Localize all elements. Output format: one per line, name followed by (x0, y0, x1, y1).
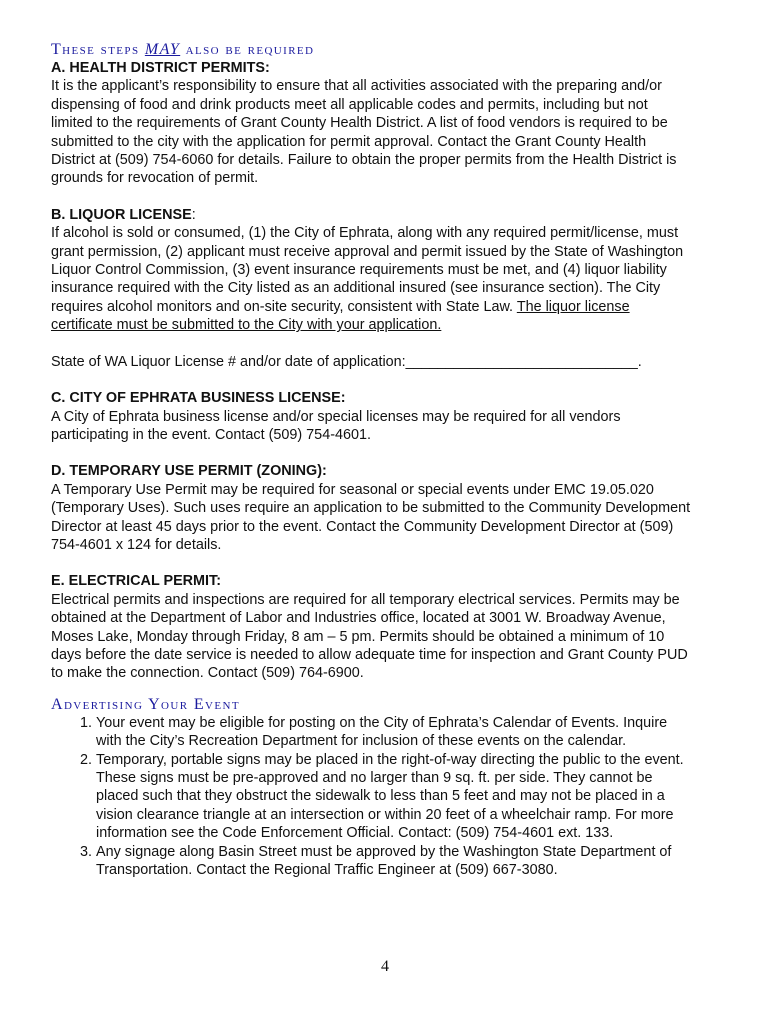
advertising-heading: Advertising Your Event (51, 695, 240, 713)
section-b-body (51, 224, 691, 334)
section-b-colon: : (191, 206, 196, 223)
section-b-body-text: If alcohol is sold or consumed, (1) the City of Ephrata, along with any required permit/license, must grant permission, (2) applicant must receive approval and permit issued by the State of Washington Liquor Control Commission, (3) event insurance requirements must be met, and (4) liquor liability insurance required with the City listed as an additional insured (see insurance section). The City requires alcohol monitors and on-site security, consistent with State Law. (51, 225, 684, 315)
page-number: 4 (381, 958, 389, 975)
steps-heading-may: MAY (144, 41, 181, 58)
steps-heading-post: also be required (180, 41, 315, 58)
section-c-title: C. CITY OF EPHRATA BUSINESS LICENSE: (51, 390, 346, 407)
advertising-list (51, 714, 691, 880)
section-b-underlined: The liquor license certificate must be submitted to the City with your application. (51, 298, 630, 334)
section-c-body: A City of Ephrata business license and/or special licenses may be required for all vendors participating in the event. Contact (509) 754-4601. (51, 408, 621, 443)
section-a-title: A. HEALTH DISTRICT PERMITS: (51, 60, 270, 76)
list-item: 3. Any signage along Basin Street must be approved by the Washington State Department of Transportation. Contact the Regional Traffic Engineer at (509) 667-3080. (96, 843, 691, 880)
section-b-title-row (51, 206, 691, 224)
section-d-title: D. TEMPORARY USE PERMIT (ZONING): (51, 463, 327, 480)
liquor-license-field: State of WA Liquor License # and/or date of application:_____________________________. (51, 353, 642, 370)
steps-heading-pre: These steps (51, 41, 145, 58)
section-a-body: It is the applicant’s responsibility to ensure that all activities associated with the preparing and/or dispensing of food and drink products meet all applicable codes and permits, including but not limited to the requirements of Grant County Health District. A list of food vendors is required to be submitted to the city with the application for permit approval. Contact the Grant County Health District at (509) 754-6060 for details. Failure to obtain the proper permits from the Health District is grounds for revocation of permit. (51, 78, 677, 187)
list-item: 2. Temporary, portable signs may be placed in the right-of-way directing the public to the event. These signs must be pre-approved and no larger than 9 sq. ft. per side. They cannot be placed such that they obstruct the sidewalk to less than 5 feet and may not be placed in a vision clearance triangle at an intersection or within 20 feet of a wheelchair ramp. For more information see the Code Enforcement Official. Contact: (509) 754-4601 ext. 133. (96, 751, 691, 843)
section-e-body: Electrical permits and inspections are required for all temporary electrical services. Permits may be obtained at the Department of Labor and Industries office, located at 3001 W. Broadway Avenue, Moses Lake, Monday through Friday, 8 am – 5 pm. Permits should be obtained a minimum of 10 days before the date service is needed to allow adequate time for inspection and Grant County PUD to make the connection. Contact (509) 764-6900. (51, 591, 688, 682)
section-d-body: A Temporary Use Permit may be required for seasonal or special events under EMC 19.05.020 (Temporary Uses). Such uses require an application to be submitted to the Community Development Director at least 45 days prior to the event. Contact the Community Development Director at (509) 754-4601 x 124 for details. (51, 481, 691, 553)
steps-heading (51, 40, 691, 59)
section-b-title: B. LIQUOR LICENSE (51, 206, 192, 223)
list-item: 1. Your event may be eligible for posting on the City of Ephrata’s Calendar of Events. Inquire with the City’s Recreation Department for inclusion of these events on the calendar. (96, 714, 691, 751)
section-e-title: E. ELECTRICAL PERMIT: (51, 573, 222, 590)
document-page (51, 40, 691, 879)
